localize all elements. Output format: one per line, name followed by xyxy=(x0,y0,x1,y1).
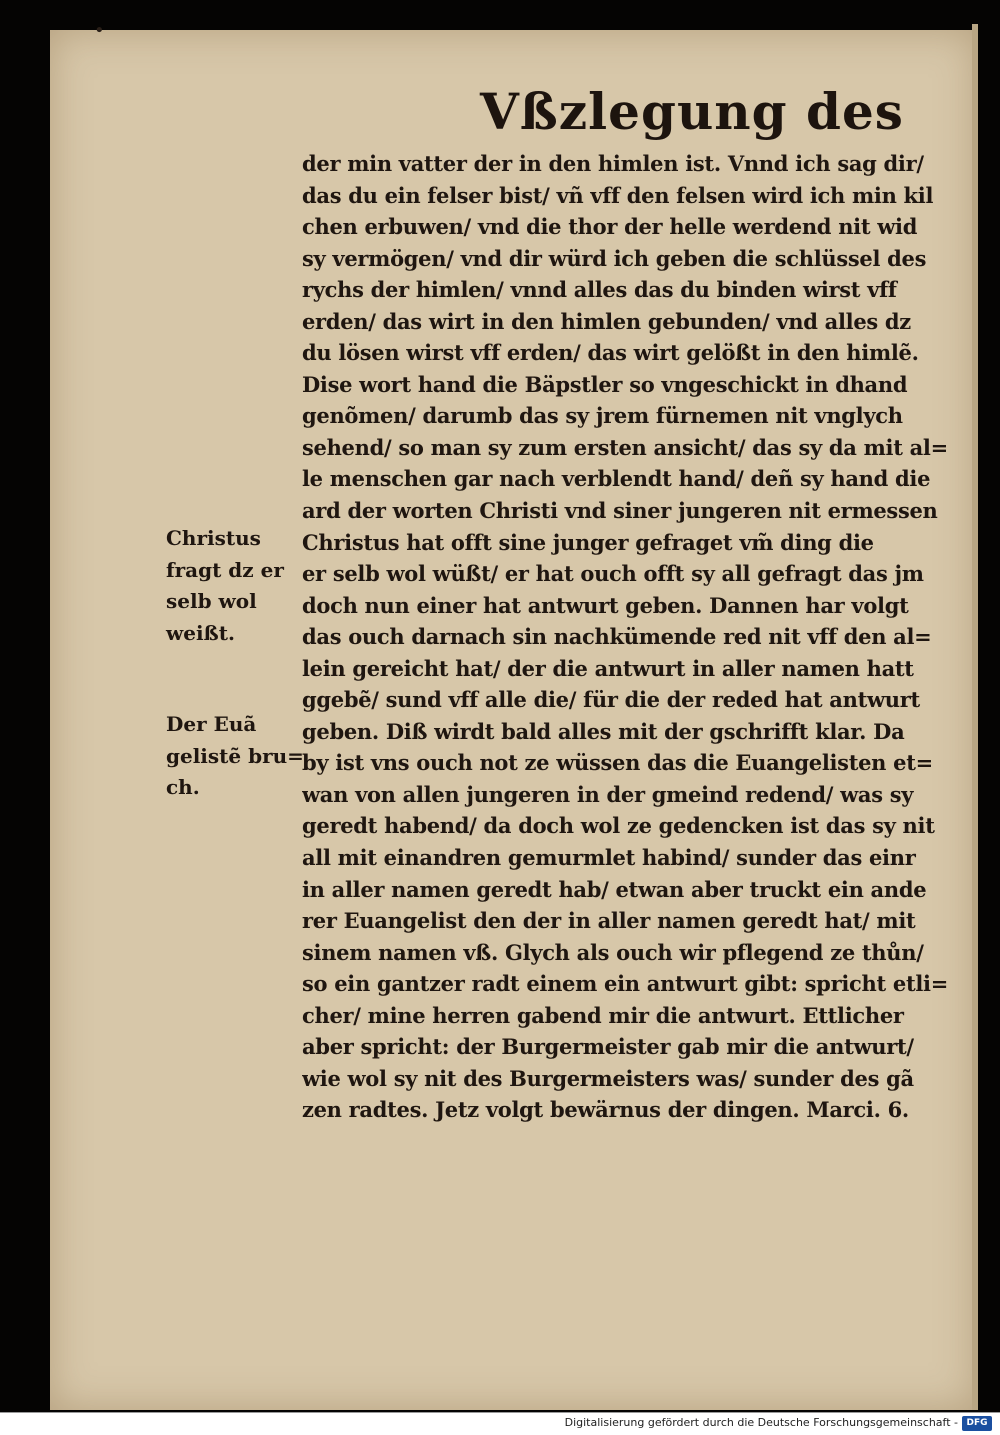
page-edge xyxy=(972,24,978,1410)
text-line: ggebẽ/ sund vff alle die/ für die der reded hat antwurt xyxy=(302,687,920,713)
text-line: du lösen wirst vff erden/ das wirt gelößt in den himlẽ. xyxy=(302,340,919,366)
running-head: Vßzlegung des xyxy=(480,82,904,141)
text-line: in aller namen geredt hab/ etwan aber truckt ein ande xyxy=(302,876,927,902)
text-line: ard der worten Christi vnd siner jungeren nit ermessen xyxy=(302,498,938,524)
gloss-line: weißt. xyxy=(166,620,235,645)
text-line: Christus hat offt sine junger gefraget vm̃ ding die xyxy=(302,529,874,555)
gloss-line: gelistẽ bru= xyxy=(166,743,304,768)
text-line: by ist vns ouch not ze wüssen das die Euangelisten et= xyxy=(302,750,933,776)
text-line: genõmen/ darumb das sy jrem fürnemen nit vnglych xyxy=(302,403,903,429)
gloss-line: Der Euã xyxy=(166,712,257,736)
gloss-line: ch. xyxy=(166,775,200,799)
gloss-line: selb wol xyxy=(166,589,257,613)
ink-blot: • xyxy=(94,20,105,41)
text-line: so ein gantzer radt einem ein antwurt gibt: spricht etli= xyxy=(302,971,948,997)
text-line: sehend/ so man sy zum ersten ansicht/ das sy da mit al= xyxy=(302,434,948,460)
text-line: das du ein felser bist/ vñ vff den felsen wird ich min kil xyxy=(302,182,934,208)
text-line: cher/ mine herren gabend mir die antwurt. Ettlicher xyxy=(302,1002,904,1028)
text-line: Dise wort hand die Bäpstler so vngeschickt in dhand xyxy=(302,371,908,397)
footer-bar xyxy=(0,1412,1000,1435)
body-text xyxy=(302,148,962,1126)
gloss-line: Christus xyxy=(166,526,261,550)
funding-note: Digitalisierung gefördert durch die Deutsche Forschungsgemeinschaft - xyxy=(564,1416,958,1429)
text-line: doch nun einer hat antwurt geben. Dannen har volgt xyxy=(302,592,909,618)
text-line: zen radtes. Jetz volgt bewärnus der dingen. Marci. 6. xyxy=(302,1097,909,1123)
text-line: le menschen gar nach verblendt hand/ deñ sy hand die xyxy=(302,466,931,492)
text-line: geredt habend/ da doch wol ze gedencken ist das sy nit xyxy=(302,813,935,839)
text-line: sy vermögen/ vnd dir würd ich geben die schlüssel des xyxy=(302,245,927,271)
marginal-gloss-euangelisten xyxy=(166,709,304,804)
text-line: das ouch darnach sin nachkümende red nit vff den al= xyxy=(302,624,932,650)
text-line: wie wol sy nit des Burgermeisters was/ sunder des gã xyxy=(302,1065,914,1091)
gloss-line: fragt dz er xyxy=(166,557,284,582)
text-line: all mit einandren gemurmlet habind/ sunder das einr xyxy=(302,845,916,871)
text-line: erden/ das wirt in den himlen gebunden/ vnd alles dz xyxy=(302,308,911,334)
text-line: aber spricht: der Burgermeister gab mir die antwurt/ xyxy=(302,1034,914,1060)
text-line: wan von allen jungeren in der gmeind redend/ was sy xyxy=(302,781,914,807)
text-line: rychs der himlen/ vnnd alles das du binden wirst vff xyxy=(302,277,897,303)
marginal-gloss-christus xyxy=(166,523,284,649)
text-line: chen erbuwen/ vnd die thor der helle werdend nit wid xyxy=(302,214,918,240)
text-line: lein gereicht hat/ der die antwurt in aller namen hatt xyxy=(302,655,914,681)
dfg-logo: DFG xyxy=(962,1416,992,1431)
text-line: der min vatter der in den himlen ist. Vnnd ich sag dir/ xyxy=(302,151,924,176)
text-line: sinem namen vß. Glych als ouch wir pflegend ze thůn/ xyxy=(302,939,924,965)
text-line: geben. Diß wirdt bald alles mit der gschrifft klar. Da xyxy=(302,718,905,744)
text-line: rer Euangelist den der in aller namen geredt hat/ mit xyxy=(302,908,916,934)
text-line: er selb wol wüßt/ er hat ouch offt sy all gefragt das jm xyxy=(302,561,924,587)
